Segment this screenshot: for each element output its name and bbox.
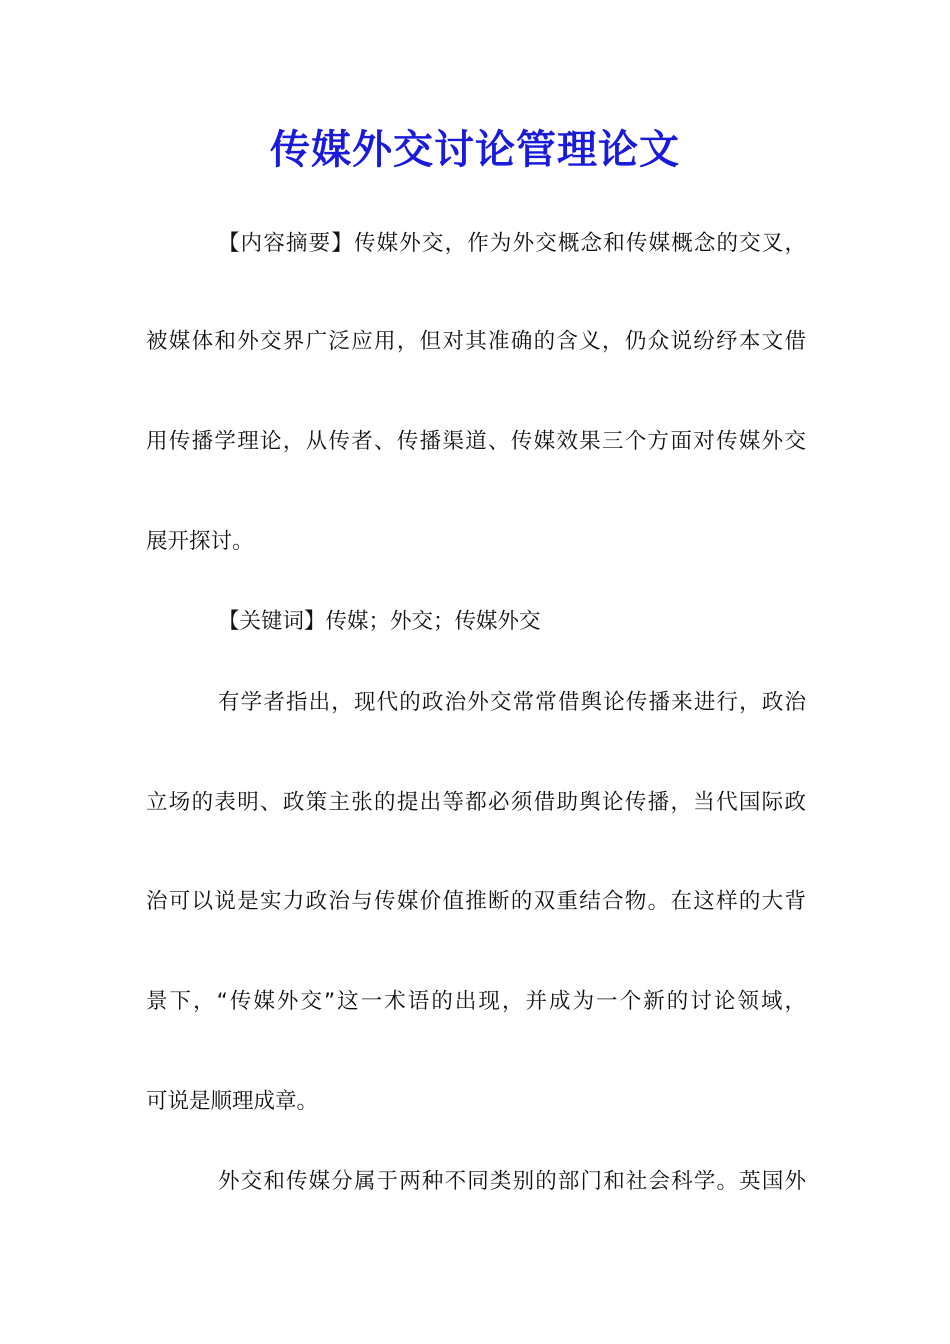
abstract-line-4: 展开探讨。 xyxy=(146,529,254,554)
document-title: 传媒外交讨论管理论文 xyxy=(270,126,680,173)
abstract-line-1: 【内容摘要】传媒外交，作为外交概念和传媒概念的交叉， xyxy=(218,231,806,256)
abstract-line-3: 用传播学理论，从传者、传播渠道、传媒效果三个方面对传媒外交 xyxy=(146,429,806,454)
paragraph-1-line-1: 有学者指出，现代的政治外交常常借舆论传播来进行，政治 xyxy=(218,690,806,715)
paragraph-1-line-4: 景下，“传媒外交”这一术语的出现，并成为一个新的讨论领域， xyxy=(146,989,806,1014)
abstract-line-2: 被媒体和外交界广泛应用，但对其准确的含义，仍众说纷纾本文借 xyxy=(146,329,806,354)
paragraph-1-line-5: 可说是顺理成章。 xyxy=(146,1089,319,1114)
paragraph-1-line-2: 立场的表明、政策主张的提出等都必须借助舆论传播，当代国际政 xyxy=(146,790,806,815)
keywords-line: 【关键词】传媒；外交；传媒外交 xyxy=(218,609,541,634)
paragraph-1-line-3: 治可以说是实力政治与传媒价值推断的双重结合物。在这样的大背 xyxy=(146,889,806,914)
paragraph-2-line-1: 外交和传媒分属于两种不同类别的部门和社会科学。英国外 xyxy=(218,1169,806,1194)
